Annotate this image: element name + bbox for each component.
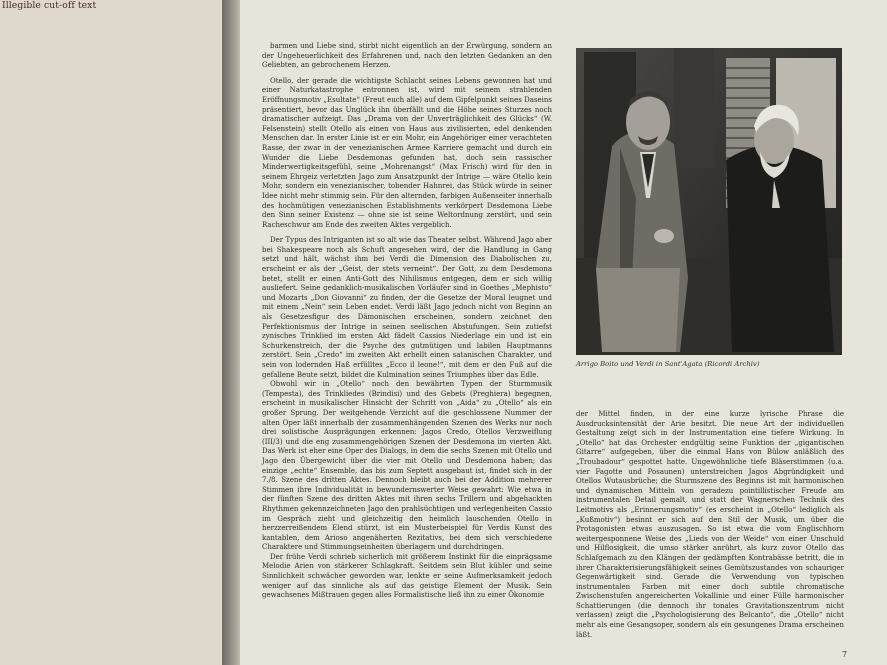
photo-caption: Arrigo Boito und Verdi in Sant'Agata (Ricordi Archiv) xyxy=(576,360,760,368)
photo-figure xyxy=(576,48,842,370)
paragraph: der Mittel finden, in der eine kurze lyrische Phrase die Ausdrucksintensität der Arie besitzt. Die neue Art der individuellen Gestaltung zeigt sich in der Instrumentation eine tiefere Wirkung. In „Otello“ hat das Orchester endgültig seine Funktion der „gigantischen Gitarre“ aufgegeben, über die einmal Hans von Bülow anläßlich des „Troubadour“ gespottet hatte. Ungewöhnliche tiefe Bläserstimmen (u.a. vier Fagotte und Posaunen) unterstreichen Jagos Abgründigkeit und Otellos Wutausbrüche; die Sturmszene des Beginns ist mit harmonischen und dynamischen Mitteln von geradezu pointillistischer Freude am instrumentalen Detail gemalt, und statt der Wagnerschen Technik des Leitmotivs als „Erinnerungsmotiv“ (es erscheint in „Otello“ lediglich als „Kußmotiv“) besinnt er sich auf den Stil der Musik, um über die Protagonisten etwas auszusagen. So ist etwa die vom Englischhorn weitergesponnene Weise des „Lieds von der Weide“ von einer Unschuld und Hilflosigkeit, die umso stärker anrührt, als kurz zuvor Otello das Schlafgemach zu den Klängen der gedämpften Kontrabässe betritt, die in ihrer Charakterisierungsfähigkeit seines Gemütszustandes von schauriger Gegenwärtigkeit sind. Gerade die Verwendung von typischen instrumentalen Farben mit einer doch subtile chromatische Zwischenstufen angereicherten Vokallinie und einer Fülle harmonischer Schattierungen (die dennoch ihr tonales Gravitationszentrum nicht verlassen) zeigt die „Psychologisierung des Belcanto“, die „Otello“ nicht mehr als eine Gesangsoper, sondern als ein gesungenes Drama erscheinen läßt. xyxy=(576,410,844,639)
left-page xyxy=(0,0,225,665)
paragraph: Obwohl wir in „Otello“ noch den bewährten Typen der Sturmmusik (Tempesta), des Trinkliedes (Brindisi) und des Gebets (Preghiera) begegnen, erscheint in musikalischer Hinsicht der Schritt von „Aida“ zu „Otello“ als ein großer Sprung. Der weitgehende Verzicht auf die geschlossene Nummer der alten Oper läßt innerhalb der zusammenhängenden Szenen des Werks nur noch drei solistische Ausprägungen erkennen: Jagos Credo, Otellos Verzweiflung (III/3) und die eng zusammengehörigen Szenen der Desdemona im vierten Akt. Das Werk ist eher eine Oper des Dialogs, in dem die sechs Szenen mit Otello und Jago den Übergewicht über die vier mit Otello und Desdemona haben; das einzige „echte“ Ensemble, das bis zum Septett ausgebaut ist, findet sich in der 7./8. Szene des dritten Aktes. Dennoch bleibt auch bei der Addition mehrerer Stimmen ihre Individualität in bewundernswerter Weise gewahrt: Wie etwa in der fünften Szene des dritten Aktes mit ihren sechs Trillern und abgehackten Rhythmen gekennzeichneten Jago den prahlsüchtigen und verlegenheiten Cassio im Gespräch zieht und gleichzeitig den heimlich lauschenden Otello in herzzerreißendem Elend stürzt, ist ein Musterbeispiel für Verdis Kunst des kantablen, dem Arioso angenäherten Rezitativs, bei dem sich verschiedene Charaktere und Stimmungseinheiten überlagern und durchdringen. xyxy=(262,380,552,552)
paragraph: Der frühe Verdi schrieb sicherlich mit größerem Instinkt für die einprägsame Melodie Arien von stärkerer Schlagkraft. Seitdem sein Blut kühler und seine Sinnlichkeit schwächer geworden war, lenkte er seine Aufmerksamkeit jedoch weniger auf das sinnliche als auf das geistige Element der Musik. Sein gewachsenes Mißtrauen gegen alles Formalistische ließ ihn zu einer Ökonomie xyxy=(262,552,552,600)
left-page-text-column xyxy=(2,0,220,13)
paragraph: Der Typus des Intriganten ist so alt wie das Theater selbst. Während Jago aber bei Shakespeare noch als Schuft angesehen wird, der die Handlung in Gang setzt und hält, wächst ihm bei Verdi die Dimension des Diabolischen zu, erscheint er als der „Geist, der stets verneint“. Der Gott, zu dem Desdemona betet, stellt er einen Anti-Gott des Nihilismus entgegen, dem er sich willig ausliefert. Seine gedanklich-musikalischen Vorläufer sind in Goethes „Mephisto“ und Mozarts „Don Giovanni“ zu finden, der die Gesetze der Moral leugnet und mit einem „Nein“ sein Leben endet. Verdi läßt Jago jedoch nicht von Beginn an als Gesetzesfigur des Dämonischen erscheinen, sondern zeichnet den Perfektionismus der Intrige in seinen seelischen Abstufungen. Sein zutiefst zynisches Trinklied im ersten Akt fädelt Cassios Niederlage ein und ist ein Schurkenstreich, der die Psyche des gutmütigen und labilen Hauptmanns zerstört. Sein „Credo“ im zweiten Akt erhellt einen satanischen Charakter, und sein von lodernden Haß erfülltes „Ecco il leone!“, mit dem er den Fuß auf die gefallene Beute setzt, bildet die Kulmination seines Triumphes über das Edle. xyxy=(262,236,552,379)
photo-boito-verdi xyxy=(576,48,842,355)
right-page-right-column xyxy=(576,410,844,640)
paragraph: Otello, der gerade die wichtigste Schlacht seines Lebens gewonnen hat und einer Naturkatastrophe entronnen ist, wird mit seinem strahlenden Eröffnungsmotiv „Esultate“ (Freut euch alle) auf dem Gipfelpunkt seines Daseins präsentiert, bevor das Unglück ihn überfällt und die Höhe seines Sturzes noch dramatischer aufzeigt. Das „Drama von der Unverträglichkeit des Glücks“ (W. Felsenstein) stellt Otello als einen von Haus aus zivilisierten, edel denkenden Menschen dar. In erster Linie ist er ein Mohr, ein Angehöriger einer verachteten Rasse, der zwar in der venezianischen Armee Karriere gemacht und durch ein Wunder die Liebe Desdemonas gefunden hat, doch sein rassischer Minderwertigkeitsgefühl, seine „Mohrenangst“ (Max Frisch) wird für den in seinem Ehrgeiz verletzten Jago zum Ansatzpunkt der Intrige — wäre Otello kein Mohr, sondern ein venezianischer, tobender Hahnrei, das Stück würde in seiner Idee nicht mehr stimmig sein. Für den alternden, farbigen Außenseiter innerhalb des hochmütigen venezianischen Establishments verkörpert Desdemona Liebe den Sinn seiner Existenz — ohne sie ist seine Weltordnung zerstört, und sein Racheschwur am Ende des zweiten Aktes vergeblich. xyxy=(262,76,552,229)
paragraph: barmen und Liebe sind, stirbt nicht eigentlich an der Erwürgung, sondern an der Ungeheuerlichkeit des Erfahrenen und, nach den letzten Gedanken an den Geliebten, an gebrochenem Herzen. xyxy=(262,42,552,70)
left-page-line: Illegible cut-off text xyxy=(2,0,97,11)
page-number: 7 xyxy=(842,650,848,659)
photo-image xyxy=(576,48,842,355)
right-page xyxy=(240,0,887,665)
right-page-left-column xyxy=(262,42,552,601)
